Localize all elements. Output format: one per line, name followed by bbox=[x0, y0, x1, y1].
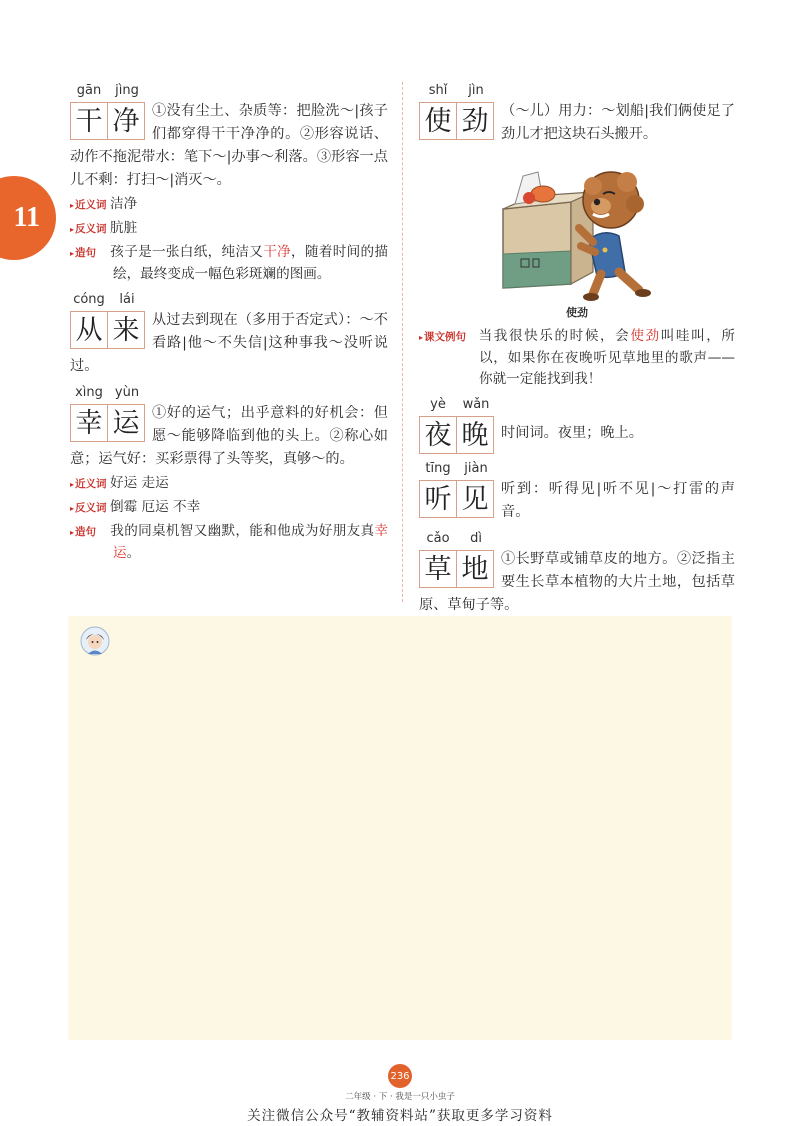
book-title: 二年级 · 下 · 我是一只小虫子 bbox=[345, 1092, 455, 1102]
antonym-line: ▸反义词 倒霉 厄运 不幸 bbox=[70, 499, 201, 515]
left-column bbox=[70, 82, 388, 564]
page-number: 236 bbox=[388, 1064, 412, 1088]
entry-word: 干 净 bbox=[70, 102, 145, 140]
dog-pushing-box-illustration bbox=[493, 154, 663, 304]
entry-definition: ①好的运气；出乎意料的好机会：但愿～能够降临到他的头上。②称心如意；运气好：买彩票得了头等奖，真够～的。 bbox=[70, 405, 388, 467]
entry-word: 夜 晚 bbox=[419, 416, 494, 454]
entry-definition: 时间词。夜里；晚上。 bbox=[501, 425, 643, 441]
entry-word: 幸 运 bbox=[70, 404, 145, 442]
promo-text: 关注微信公众号“教辅资料站”获取更多学习资料 bbox=[247, 1108, 553, 1124]
entry-word: 听 见 bbox=[419, 480, 494, 518]
entry-tingjian bbox=[419, 460, 735, 524]
entry-definition: （～儿）用力：～划船|我们俩使足了劲儿才把这块石头搬开。 bbox=[501, 103, 735, 142]
entry-word: 草 地 bbox=[419, 550, 494, 588]
entry-caodi bbox=[419, 530, 735, 617]
entry-word: 从 来 bbox=[70, 311, 145, 349]
entry-definition: 从过去到现在（多用于否定式）：～不看路|他～不失信|这种事我～没听说过。 bbox=[70, 312, 388, 374]
column-divider bbox=[402, 82, 403, 602]
entry-xingyun bbox=[70, 384, 388, 564]
entry-yewan bbox=[419, 396, 735, 454]
entry-shijin bbox=[419, 82, 735, 390]
illustration-caption: 使劲 bbox=[566, 306, 588, 319]
synonym-line: ▸近义词 洁净 bbox=[70, 196, 138, 212]
entry-pinyin: xìng yùn bbox=[75, 385, 140, 400]
entry-pinyin: cóng lái bbox=[73, 292, 135, 307]
lesson-number: 11 bbox=[13, 202, 40, 233]
entry-pinyin: yè wǎn bbox=[430, 397, 490, 412]
notes-area[interactable] bbox=[68, 616, 732, 1040]
entry-definition: ①没有尘土、杂质等：把脸洗～|孩子们都穿得干干净净的。②形容说话、动作不拖泥带水：笔下～|办事～利落。③形容一点儿不剩：打扫～|消灭～。 bbox=[70, 103, 388, 188]
entry-definition: 听到：听得见|听不见|～打雷的声音。 bbox=[501, 481, 735, 520]
synonym-line: ▸近义词 好运 走运 bbox=[70, 475, 169, 491]
child-avatar-icon bbox=[80, 626, 110, 656]
right-column bbox=[419, 82, 735, 617]
entry-pinyin: gān jìng bbox=[76, 83, 139, 98]
example-sentence: ▸造句 我的同桌机智又幽默，能和他成为好朋友真幸运。 bbox=[70, 523, 388, 561]
text-example-sentence: ▸课文例句 当我很快乐的时候，会使劲叫哇叫，所以，如果你在夜晚听见草地里的歌声——你就一定能找到我！ bbox=[419, 328, 736, 387]
entry-pinyin: cǎo dì bbox=[426, 531, 482, 546]
antonym-line: ▸反义词 肮脏 bbox=[70, 220, 138, 236]
lesson-number-badge bbox=[0, 176, 56, 260]
entry-pinyin: shǐ jìn bbox=[428, 83, 484, 98]
entry-word: 使 劲 bbox=[419, 102, 494, 140]
entry-conglai bbox=[70, 291, 388, 378]
entry-ganjing bbox=[70, 82, 388, 285]
example-sentence: ▸造句 孩子是一张白纸，纯洁又干净，随着时间的描绘，最终变成一幅色彩斑斓的图画。 bbox=[70, 244, 389, 282]
entry-definition: ①长野草或铺草皮的地方。②泛指主要生长草本植物的大片土地，包括草原、草甸子等。 bbox=[419, 551, 735, 613]
entry-pinyin: tīng jiàn bbox=[425, 461, 488, 476]
